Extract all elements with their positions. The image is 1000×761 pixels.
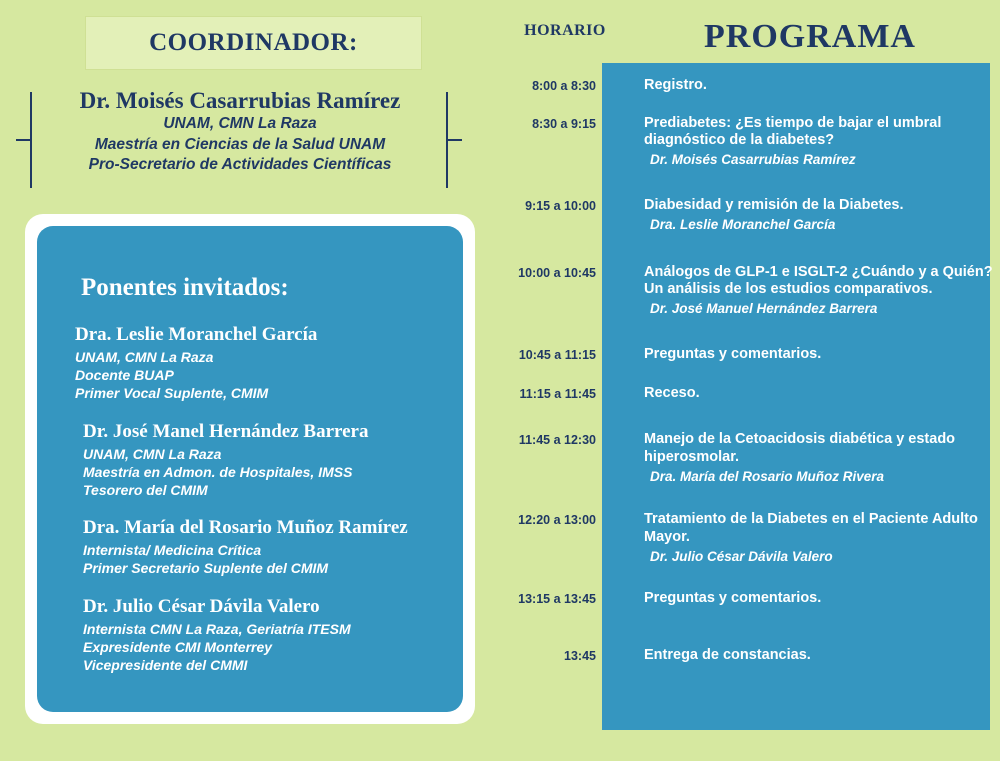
row-body <box>626 264 1000 318</box>
speakers-heading: Ponentes invitados: <box>81 274 289 301</box>
row-title: Manejo de la Cetoacidosis diabética y estado hiperosmolar. <box>644 431 956 465</box>
speaker-name: Dra. María del Rosario Muñoz Ramírez <box>83 517 408 539</box>
row-body <box>626 346 1000 364</box>
coordinator-affiliation-1: UNAM, CMN La Raza <box>163 115 317 133</box>
program-row <box>500 511 1000 565</box>
row-time: 8:00 a 8:30 <box>532 79 596 93</box>
program-row <box>500 115 1000 169</box>
program-title: PROGRAMA <box>704 18 916 55</box>
speaker-item <box>75 596 435 675</box>
coordinator-affiliation-2: Maestría en Ciencias de la Salud UNAM <box>94 135 386 153</box>
row-time: 8:30 a 9:15 <box>532 116 596 131</box>
row-title: Tratamiento de la Diabetes en el Paciente Adulto Mayor. <box>644 511 978 546</box>
row-time: 13:45 <box>564 649 596 664</box>
speaker-detail: Maestría en Admon. de Hospitales, IMSS <box>83 463 353 480</box>
program-row <box>500 264 1000 318</box>
row-time: 12:20 a 13:00 <box>518 513 596 528</box>
coordinator-block <box>30 88 450 175</box>
speakers-card <box>37 226 463 712</box>
coordinator-title: COORDINADOR: <box>149 29 358 56</box>
program-row <box>500 590 1000 608</box>
program-row <box>500 197 1000 234</box>
row-presenter: Dr. José Manuel Hernández Barrera <box>650 300 878 316</box>
speaker-detail: UNAM, CMN La Raza <box>83 445 222 462</box>
row-title: Receso. <box>644 385 700 402</box>
row-title: Preguntas y comentarios. <box>644 345 822 362</box>
schedule-column-header: HORARIO <box>524 22 606 39</box>
speaker-detail: UNAM, CMN La Raza <box>75 349 214 365</box>
row-body <box>626 385 1000 403</box>
speaker-detail: Primer Vocal Suplente, CMIM <box>75 384 269 401</box>
speaker-detail: Vicepresidente del CMMI <box>83 657 248 674</box>
row-body <box>626 77 1000 95</box>
row-time: 11:15 a 11:45 <box>519 387 596 402</box>
row-presenter: Dra. María del Rosario Muñoz Rivera <box>650 468 885 484</box>
row-body <box>626 431 1000 485</box>
program-rows <box>500 63 1000 665</box>
row-time: 11:45 a 12:30 <box>518 433 596 448</box>
speaker-name: Dr. Julio César Dávila Valero <box>83 596 320 618</box>
row-body <box>626 511 1000 565</box>
row-time: 10:45 a 11:15 <box>518 347 596 362</box>
speaker-item <box>75 324 435 403</box>
row-presenter: Dra. Leslie Moranchel García <box>650 216 836 232</box>
speaker-detail: Internista/ Medicina Crítica <box>83 542 262 559</box>
speaker-detail: Docente BUAP <box>75 366 174 383</box>
speaker-detail: Tesorero del CMIM <box>83 481 208 498</box>
row-presenter: Dr. Julio César Dávila Valero <box>650 548 833 564</box>
coordinator-name: Dr. Moisés Casarrubias Ramírez <box>79 88 401 113</box>
speakers-card-frame <box>25 214 475 724</box>
row-time: 13:15 a 13:45 <box>518 591 596 606</box>
row-time: 9:15 a 10:00 <box>525 198 596 213</box>
speaker-name: Dr. José Manel Hernández Barrera <box>83 420 369 442</box>
speaker-detail: Expresidente CMI Monterrey <box>83 639 273 656</box>
row-title: Preguntas y comentarios. <box>644 589 822 606</box>
program-row <box>500 647 1000 665</box>
program-row <box>500 431 1000 485</box>
coordinator-affiliation-3: Pro-Secretario de Actividades Científicas <box>88 155 392 173</box>
row-body <box>626 197 1000 234</box>
row-body <box>626 115 1000 169</box>
row-title: Análogos de GLP-1 e ISGLT-2 ¿Cuándo y a Quién? Un análisis de los estudios comparativos. <box>644 263 993 298</box>
program-row <box>500 385 1000 403</box>
row-title: Prediabetes: ¿Es tiempo de bajar el umbral diagnóstico de la diabetes? <box>644 114 942 149</box>
row-time: 10:00 a 10:45 <box>518 265 596 280</box>
speaker-detail: Primer Secretario Suplente del CMIM <box>83 560 329 577</box>
right-column <box>500 0 1000 761</box>
coordinator-title-box <box>85 16 422 70</box>
speaker-item <box>75 517 435 578</box>
speaker-detail: Internista CMN La Raza, Geriatría ITESM <box>83 621 351 638</box>
program-row <box>500 77 1000 95</box>
speaker-item <box>75 421 435 500</box>
row-body <box>626 590 1000 608</box>
row-title: Entrega de constancias. <box>644 647 811 664</box>
row-body <box>626 647 1000 665</box>
speaker-name: Dra. Leslie Moranchel García <box>75 324 318 345</box>
row-presenter: Dr. Moisés Casarrubias Ramírez <box>650 152 856 168</box>
program-row <box>500 346 1000 364</box>
row-title: Registro. <box>644 77 707 93</box>
row-title: Diabesidad y remisión de la Diabetes. <box>644 196 904 213</box>
